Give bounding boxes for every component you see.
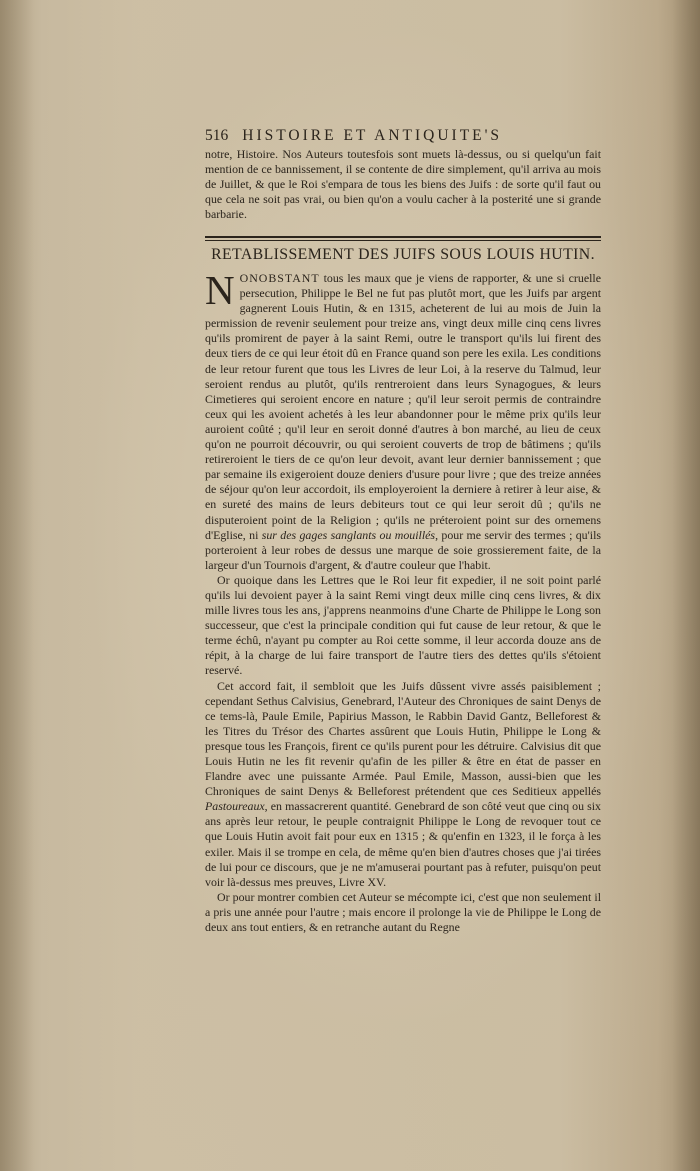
paragraph-1-italic: sur des gages sanglants ou mouillés [261,527,436,542]
page-gutter-shadow [0,0,34,1171]
paragraph-1-text-end: , pour me servir des termes ; qu'ils porteroient à leur robes de dessus une marque de soie grossierement faite, de la largeur d'un Tournois d'argent, & d'autre couleur que l'habit. [205,527,601,572]
paragraph-1-text: tous les maux que je viens de rapporter, & une si cruelle persecution, Philippe le Bel ne fut pas plutôt mort, que les Juifs par argent gagnerent Louis Hutin, & en 1315, acheterent de lui au mois de Juin la permission de revenir seulement pour treize ans, vingt deux mille cinq cens livres qu'ils promirent de payer à la saint Remi, outre le transport qu'ils lui firent des deux tiers de ce qui leur étoit dû en France quand son pere les exila. Les conditions de leur retour furent que tous les Livres de leur Loi, à la reserve du Talmud, leur seroient rendus au plutôt, qu'ils rentreroient dans leurs Synagogues, & leurs Cimetieres qui seroient encore en nature ; qu'il leur seroit permis de contraindre ceux qui les avoient achetés à les leur abandonner pour le même prix qu'ils leur auroient coûté ; qu'il leur en seroit donné d'autres à bon marché, au lieu de ceux qu'on ne pourroit découvrir, ou qui seroient couverts de trop de bâtimens ; qu'ils retireroient le tiers de ce qu'on leur devoit, avant leur dernier bannissement ; que par semaine ils exigeroient douze deniers d'usure pour livre ; que des treize années de séjour qu'on leur accordoit, ils employeroient la derniere à retirer à leur aise, & en sureté des mains de leurs debiteurs tout ce qui leur seroit dû ; qu'ils ne disputeroient point de la Religion ; qu'ils ne préteroient point sur des ornemens d'Eglise, ni [205,271,601,542]
section-title: RETABLISSEMENT DES JUIFS SOUS LOUIS HUTIN. [211,246,595,263]
paragraph-3-text-end: , en massacrerent quantité. Genebrard de son côté veut que cinq ou six ans après leur retour, le peuple contraignit Philippe le Long de revoquer tout ce que Louis Hutin avoit fait pour eux en 1315 ; & qu'enfin en 1323, il le força à les exiler. Mais il se trompe en cela, de même qu'en bien d'autres choses que j'ai tirées de lui pour ce discours, que je ne m'amuserai pourtant pas à refuter, puisqu'on peut voir là-dessus mes preuves, Livre XV. [205,799,601,889]
running-title: HISTOIRE ET ANTIQUITE'S [242,127,503,144]
page-edge-shadow [672,0,700,1171]
page-number: 516 [205,127,229,144]
paragraph-2: Or quoique dans les Lettres que le Roi leur fit expedier, il ne soit point parlé qu'ils lui devoient payer à la saint Remi vingt deux mille cinq cens livres, & dix mille livres tous les ans, j'apprens neanmoins d'une Charte de Philippe le Long son successeur, que c'est la principale condition qui fut cause de leur retour, & que le terme échû, n'ayant pu compter au Roi cette somme, il leur accorda douze ans de répit, à la charge de lui faire transport de l'autre tiers des dettes qu'ils s'étoient reservé. [205,572,601,678]
paragraph-4: Or pour montrer combien cet Auteur se mécompte ici, c'est que non seulement il a pris une année pour l'autre ; mais encore il prolonge la vie de Philippe le Long de deux ans tout entiers, & en retranche autant du Regne [205,889,601,935]
section-rule-top [205,236,601,238]
running-header [205,127,601,145]
paragraph-1-lead: ONOBSTANT [239,271,320,285]
section-rule-top-thin [205,240,601,241]
drop-cap: N [205,267,235,313]
paragraph-3-text: Cet accord fait, il sembloit que les Juifs dûssent vivre assés paisiblement ; cependant Sethus Calvisius, Genebrard, l'Auteur des Chroniques de saint Denys de ce tems-là, Paule Emile, Papirius Masson, le Rabbin David Gantz, Belleforest & les Titres du Trésor des Chartes assûrent que Louis Hutin, Philippe le Long & presque tous les François, firent ce qu'ils purent pour les détruire. Calvisius dit que Louis Hutin ne les fit revenir qu'afin de les piller & être en état de passer en Flandre avec une puissante Armée. Paul Emile, Masson, aussi-bien que les Chroniques de saint Denys & Belleforest prétendent que ces Seditieux appellés [205,678,601,799]
paragraph-3-italic: Pastoureaux [205,799,265,814]
paragraph-3 [205,679,601,890]
section-body [205,267,601,935]
paragraph-1 [205,267,601,573]
intro-paragraph: notre, Histoire. Nos Auteurs toutesfois sont muets là-dessus, ou si quelqu'un fait mention de ce bannissement, il se contente de dire simplement, qu'il arriva au mois de Juillet, & que le Roi s'empara de tous les biens des Juifs : de sorte qu'il faut ou que cela ne soit pas vrai, ou bien qu'on a voulu cacher à la posterité une si grande barbarie. [205,147,601,222]
